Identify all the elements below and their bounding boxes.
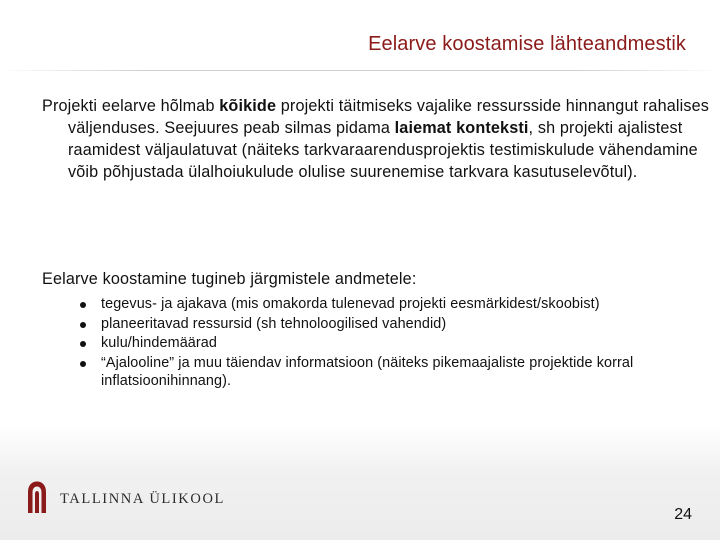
list-item-text: kulu/hindemäärad — [101, 335, 218, 351]
bullet-icon — [80, 322, 86, 328]
title-divider — [0, 70, 720, 71]
intro-text-3: , sh projekti ajalistest raamidest väljaulatuvat (näiteks tarkvaraarendusprojektis testimiskulude vähendamine võib põhjustada ülalhoiukulude olulise suurenemise tarkvara kasutuselevõtul). — [68, 119, 698, 181]
list-item-text: tegevus- ja ajakava (mis omakorda tulenevad projekti eesmärkidest/skoobist) — [101, 296, 600, 312]
bullet-icon — [80, 341, 86, 347]
data-sources-heading: Eelarve koostamine tugineb järgmistele andmetele: — [42, 270, 417, 288]
intro-paragraph — [42, 95, 720, 183]
list-item — [76, 315, 676, 334]
intro-text-2: projekti täitmiseks vajalike ressursside hinnangut rahalises väljenduses. Seejuures peab silmas pidama — [68, 97, 710, 137]
intro-bold-2: laiemat konteksti — [394, 119, 529, 137]
university-logo — [26, 480, 225, 514]
tallinn-university-arch-icon — [26, 480, 48, 514]
intro-bold-1: kõikide — [219, 97, 277, 115]
bullet-icon — [80, 302, 86, 308]
intro-text-1: Projekti eelarve hõlmab — [42, 97, 220, 115]
list-item-text: “Ajalooline” ja muu täiendav informatsioon (näiteks pikemaajaliste projektide korral inflatsioonihinnang). — [101, 354, 634, 389]
bullet-icon — [80, 361, 86, 367]
slide-title: Eelarve koostamise lähteandmestik — [368, 33, 686, 55]
list-item — [76, 354, 676, 391]
list-item — [76, 295, 676, 314]
list-item — [76, 334, 676, 353]
data-sources-list — [76, 295, 676, 392]
list-item-text: planeeritavad ressursid (sh tehnoloogilised vahendid) — [101, 315, 447, 332]
page-number: 24 — [674, 506, 692, 523]
logo-text: TALLINNA ÜLIKOOL — [60, 490, 225, 507]
